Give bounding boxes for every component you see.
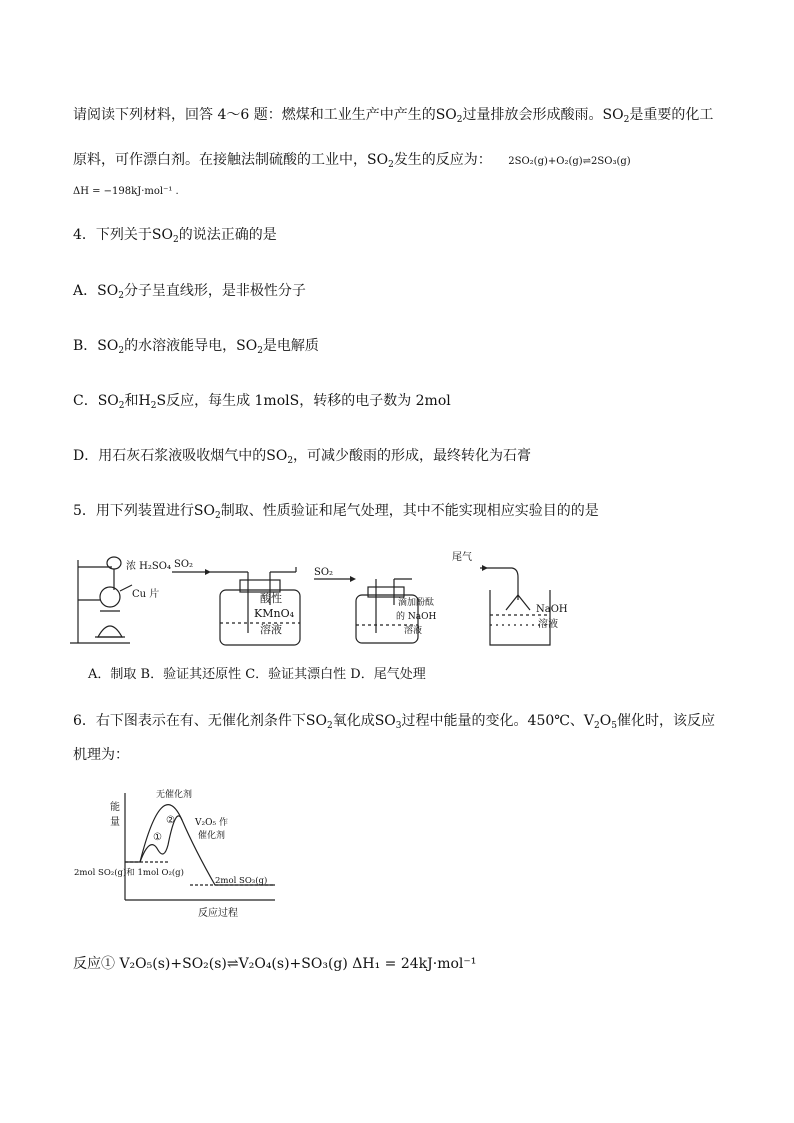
so2-formula: SO <box>97 283 119 299</box>
option-text: S反应，每生成 1molS，转移的电子数为 2mol <box>156 393 451 409</box>
acid-label: 浓 H₂SO₄ <box>126 561 171 572</box>
q4-option-a <box>73 281 306 301</box>
option-text: 是电解质 <box>262 338 319 354</box>
subscript: 3 <box>395 721 402 731</box>
tail-gas-label: 尾气 <box>452 552 472 563</box>
subscript: 2 <box>623 115 630 125</box>
q6-stem-line-2: 机理为： <box>73 747 129 763</box>
kmno4-label-1: 酸性 <box>260 592 282 605</box>
option-text: ，可减少酸雨的形成，最终转化为石膏 <box>293 448 532 464</box>
reactant-label: 2mol SO₂(g)和 1mol O₂(g) <box>74 868 184 878</box>
generator-apparatus <box>70 557 132 643</box>
subscript: 5 <box>611 721 617 731</box>
subscript: 2 <box>215 511 221 521</box>
reaction-equation: 2SO₂(g)+O₂(g)⇌2SO₃(g) <box>508 156 631 167</box>
q6-text: 氧化成 <box>332 713 375 729</box>
catalyst-label-2: 催化剂 <box>198 831 226 841</box>
q4-stem <box>73 225 277 245</box>
catalyst-label-1: V₂O₅ 作 <box>195 818 228 828</box>
q4-option-d <box>73 446 531 466</box>
x-axis-label: 反应过程 <box>198 908 238 919</box>
q4-text: 的说法正确的是 <box>178 227 277 243</box>
q4-option-c <box>73 391 451 411</box>
kmno4-bottle <box>210 567 300 645</box>
so2-formula: SO <box>435 107 457 123</box>
intro-text: 请阅读下列材料，回答 4～6 题：燃煤和工业生产中产生的 <box>73 107 436 123</box>
naoh-beaker-label-1: NaOH <box>536 604 568 615</box>
cu-label: Cu 片 <box>132 589 160 600</box>
q6-stem-line-1 <box>73 711 715 731</box>
intro-text: 是重要的化工 <box>629 107 714 123</box>
q5-text: 制取、性质验证和尾气处理，其中不能实现相应实验目的的是 <box>220 503 599 519</box>
q5-text: 5．用下列装置进行 <box>73 503 194 519</box>
intro-text: 原料，可作漂白剂。在接触法制硫酸的工业中， <box>73 152 367 168</box>
option-text: 分子呈直线形，是非极性分子 <box>123 283 306 299</box>
so2-formula: SO <box>367 152 389 168</box>
q4-option-b <box>73 336 319 356</box>
q6-text: 催化时，该反应 <box>617 713 715 729</box>
intro-line-1 <box>73 105 713 125</box>
enthalpy-text: ΔH = −198kJ·mol⁻¹ . <box>73 186 179 197</box>
option-label: A． <box>73 283 98 299</box>
subscript: 2 <box>173 235 179 245</box>
intro-text: 过量排放会形成酸雨。 <box>462 107 603 123</box>
so2-formula: SO <box>305 713 327 729</box>
naoh-label-3: 溶液 <box>404 626 423 636</box>
so2-formula: SO <box>97 338 119 354</box>
option-text: D．用石灰石浆液吸收烟气中的 <box>73 448 267 464</box>
subscript: 2 <box>456 115 463 125</box>
subscript: 2 <box>257 346 263 356</box>
h2s-formula: H <box>138 393 151 409</box>
so2-formula: SO <box>266 448 288 464</box>
intro-line-2 <box>73 150 631 172</box>
intro-text: 发生的反应为： <box>393 152 492 168</box>
subscript: 2 <box>287 456 294 466</box>
no-catalyst-label: 无催化剂 <box>156 790 193 800</box>
q6-text: 6．右下图表示在有、无催化剂条件下 <box>73 713 306 729</box>
subscript: 2 <box>118 346 125 356</box>
subscript: 2 <box>118 291 124 301</box>
v2o5-formula: V <box>583 713 595 729</box>
reaction-1: 反应① V₂O₅(s)+SO₂(s)⇌V₂O₄(s)+SO₃(g) ΔH₁ = 24kJ·mol⁻¹ <box>73 956 477 972</box>
kmno4-label-2: KMnO₄ <box>254 607 294 620</box>
subscript: 2 <box>326 721 333 731</box>
step-2-marker: ② <box>166 815 175 826</box>
q4-text: 4．下列关于 <box>73 227 152 243</box>
arrow-head <box>350 576 356 582</box>
product-label: 2mol SO₃(g) <box>215 876 268 886</box>
kmno4-label-3: 溶液 <box>260 623 282 636</box>
subscript: 2 <box>118 401 125 411</box>
q5-options: A．制取 B．验证其还原性 C．验证其漂白性 D．尾气处理 <box>88 667 426 682</box>
naoh-label-1: 滴加酚酞 <box>398 598 435 608</box>
step-1-marker: ① <box>153 832 162 843</box>
so2-formula: SO <box>602 107 624 123</box>
energy-diagram <box>70 785 290 920</box>
apparatus-figure <box>70 545 570 647</box>
so2-formula: SO <box>236 338 258 354</box>
so2-formula: SO <box>151 227 173 243</box>
q6-text: 过程中能量的变化。450℃、 <box>401 713 584 729</box>
y-axis-label-1: 能 <box>110 802 120 813</box>
so2-formula: SO <box>97 393 119 409</box>
so2-label-c: SO₂ <box>314 567 334 578</box>
so2-label: SO₂ <box>174 559 194 570</box>
subscript: 2 <box>150 401 157 411</box>
option-label: C． <box>73 393 98 409</box>
so3-formula: SO <box>374 713 396 729</box>
option-text: 的水溶液能导电， <box>124 338 237 354</box>
naoh-label-2: 的 NaOH <box>396 612 437 622</box>
y-axis-label-2: 量 <box>110 817 120 828</box>
so2-formula: SO <box>193 503 215 519</box>
v2o5-formula: O <box>599 713 612 729</box>
q5-stem <box>73 501 599 521</box>
option-label: B． <box>73 338 98 354</box>
arrow-head <box>482 565 488 571</box>
subscript: 2 <box>388 160 394 170</box>
option-text: 和 <box>124 393 139 409</box>
naoh-beaker-label-2: 溶液 <box>538 619 558 630</box>
subscript: 2 <box>594 721 600 731</box>
